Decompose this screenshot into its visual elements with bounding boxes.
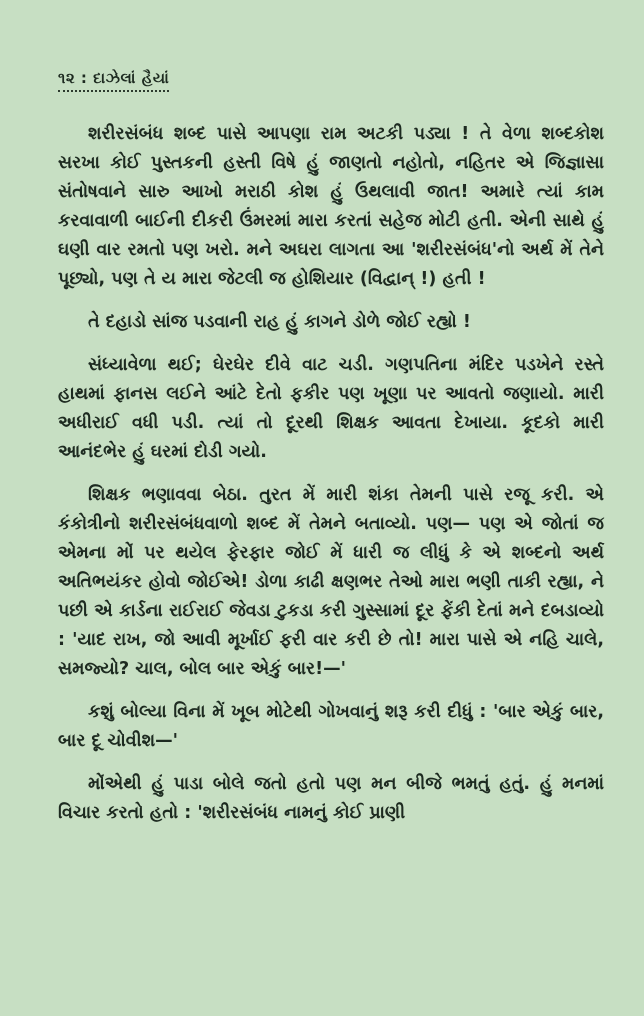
paragraph-1: શરીરસંબંધ શબ્દ પાસે આપણા રામ અટકી પડ્યા ! તે વેળા શબ્દકોશ સરખા કોઈ પુસ્તકની હસ્તી વિષે હું જાણતો નહોતો, નહિતર એ જિજ્ઞાસા સંતોષવાને સારુ આખો મરાઠી કોશ હું ઉથલાવી જાત! અમારે ત્યાં કામ કરવાવાળી બાઈની દીકરી ઉંમરમાં મારા કરતાં સહેજ મોટી હતી. એની સાથે હું ઘણી વાર રમતો પણ ખરો. મને અઘરા લાગતા આ 'શરીરસંબંધ'નો અર્થ મેં તેને પૂછ્યો, પણ તે ય મારા જેટલી જ હોશિયાર (વિદ્વાન્ !) હતી !	[58, 124, 604, 289]
paragraph-5: કશું બોલ્યા વિના મેં ખૂબ મોટેથી ગોખવાનું શરૂ કરી દીધું : 'બાર એકું બાર, બાર દૂ ચોવીશ—'	[58, 702, 604, 751]
running-header: ૧૨ : દાઝેલાં હૈયાં	[58, 69, 169, 92]
paragraph-6: મોંએથી હું પાડા બોલે જતો હતો પણ મન બીજે ભમતું હતું. હું મનમાં વિચાર કરતો હતો : 'શરીરસંબંધ નામનું કોઈ પ્રાણી	[58, 774, 604, 823]
paragraph-2: તે દહાડો સાંજ પડવાની રાહ હું કાગને ડોળે જોઈ રહ્યો !	[88, 312, 471, 332]
paragraph-3: સંધ્યાવેળા થઈ; ઘેરઘેર દીવે વાટ ચડી. ગણપતિના મંદિર પડખેને રસ્તે હાથમાં ફાનસ લઈને આંટે દેતો ફકીર પણ ખૂણા પર આવતો જણાયો. મારી અધીરાઈ વધી પડી. ત્યાં તો દૂરથી શિક્ષક આવતા દેખાયા. કૂદકો મારી આનંદભેર હું ઘરમાં દોડી ગયો.	[58, 355, 604, 462]
paragraph-4: શિક્ષક ભણાવવા બેઠા. તુરત મેં મારી શંકા તેમની પાસે રજૂ કરી. એ કંકોત્રીનો શરીરસંબંધવાળો શબ્દ મેં તેમને બતાવ્યો. પણ— પણ એ જોતાં જ એમના મોં પર થયેલ ફેરફાર જોઈ મેં ધારી જ લીધું કે એ શબ્દનો અર્થ અતિભયંકર હોવો જોઈએ! ડોળા કાઢી ક્ષણભર તેઓ મારા ભણી તાકી રહ્યા, ને પછી એ કાર્ડના રાઈરાઈ જેવડા ટુકડા કરી ગુસ્સામાં દૂર ફેંકી દેતાં મને દબડાવ્યો : 'યાદ રાખ, જો આવી મૂર્ખાઈ ફરી વાર કરી છે તો! મારા પાસે એ નહિ ચાલે, સમજ્યો? ચાલ, બોલ બાર એકું બાર!—'	[58, 485, 604, 679]
